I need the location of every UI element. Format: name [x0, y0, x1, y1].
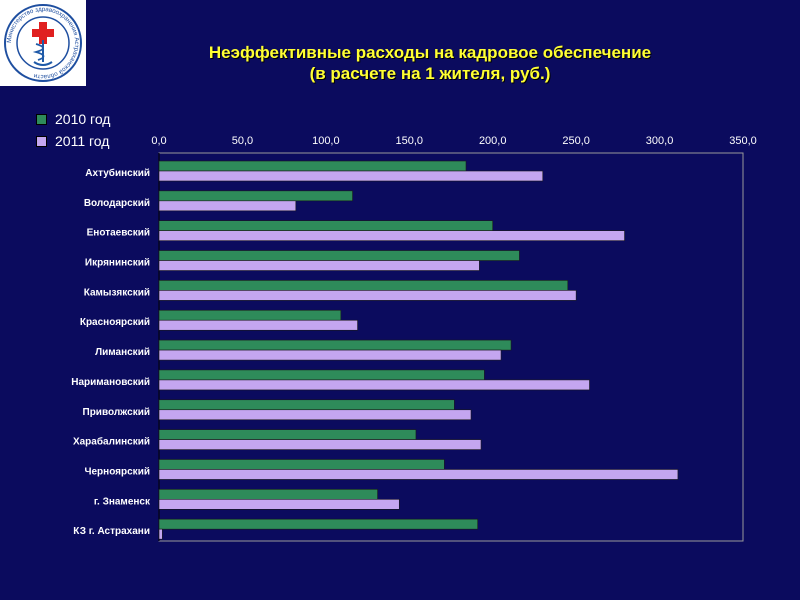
category-label: Лиманский [95, 347, 150, 359]
bar-2011 [159, 320, 358, 330]
x-tick-label: 200,0 [478, 135, 507, 147]
bar-2010 [159, 191, 353, 201]
bar-2011 [159, 231, 625, 241]
category-label: Икрянинский [84, 257, 150, 269]
category-label: Камызякский [83, 287, 150, 299]
legend-label-2011: 2011 год [55, 133, 110, 149]
category-label: Харабалинский [72, 436, 150, 448]
category-label: Черноярский [84, 466, 150, 478]
x-tick-label: 0,0 [151, 135, 167, 147]
bar-2010 [159, 489, 378, 499]
x-tick-label: 250,0 [562, 135, 590, 147]
category-label: Володарский [83, 197, 150, 209]
chart-title-line2: (в расчете на 1 жителя, руб.) [309, 64, 551, 83]
bar-2011 [159, 469, 678, 479]
category-label: Енотаевский [86, 227, 150, 239]
category-label: КЗ г. Астрахани [73, 526, 150, 538]
category-label: Красноярский [79, 317, 150, 329]
bar-2011 [159, 380, 589, 390]
bar-2011 [159, 201, 296, 211]
bar-2011 [159, 440, 481, 450]
bar-2011 [159, 529, 162, 539]
bar-2011 [159, 261, 479, 271]
bar-2010 [159, 370, 484, 380]
bar-2010 [159, 340, 511, 350]
category-label: г. Знаменск [93, 496, 150, 508]
bar-2011 [159, 290, 576, 300]
x-tick-label: 150,0 [395, 135, 424, 147]
bar-2011 [159, 499, 399, 509]
bar-2010 [159, 400, 454, 410]
x-tick-label: 100,0 [312, 135, 340, 147]
category-label: Ахтубинский [85, 168, 150, 179]
bar-2010 [159, 251, 519, 261]
bar-2010 [159, 280, 568, 290]
bar-2010 [159, 310, 341, 320]
bar-2010 [159, 459, 444, 469]
bar-2010 [159, 161, 466, 171]
x-tick-label: 350,0 [729, 135, 757, 147]
bar-2011 [159, 350, 501, 360]
bar-2011 [159, 410, 471, 420]
x-tick-label: 300,0 [645, 135, 674, 147]
bar-2011 [159, 171, 543, 181]
bar-2010 [159, 430, 416, 440]
legend-label-2010: 2010 год [55, 111, 111, 127]
bar-2010 [159, 221, 493, 231]
bar-2010 [159, 519, 478, 529]
x-tick-label: 50,0 [231, 135, 254, 147]
logo-ring-text: Министерство здравоохранения Астраханской области [5, 5, 81, 81]
chart-title-line1: Неэффективные расходы на кадровое обеспечение [208, 43, 652, 62]
category-label: Наримановский [71, 376, 150, 388]
category-label: Приволжский [82, 406, 150, 418]
